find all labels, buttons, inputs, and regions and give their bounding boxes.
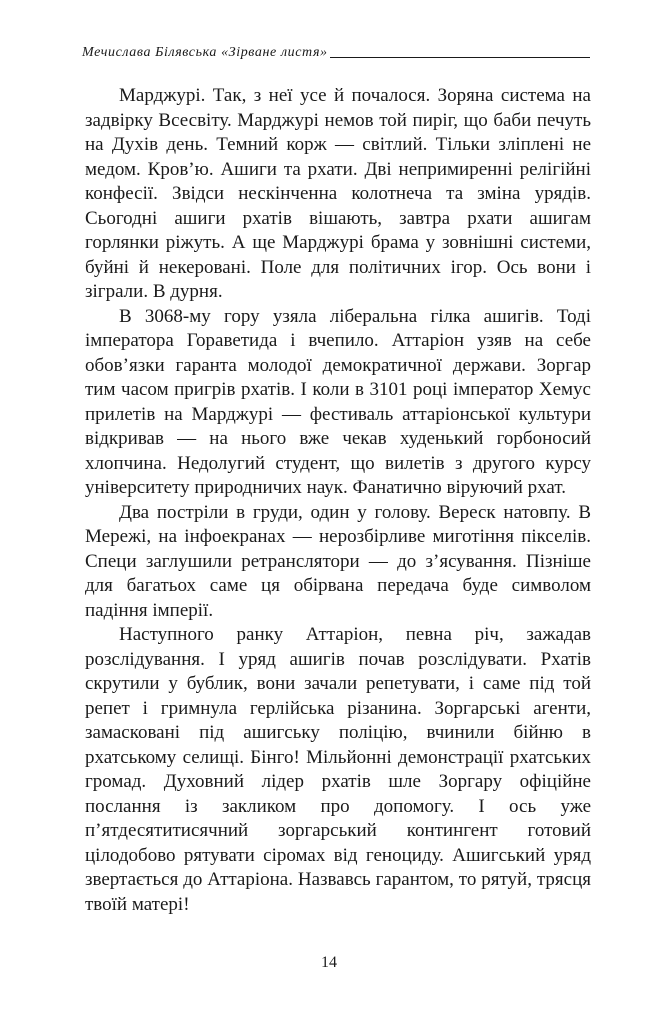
paragraph: В 3068-му гору узяла ліберальна гілка ашигів. Тоді імператора Гораветида і вчепило. Аттаріон узяв на себе обов’язки гаранта молодої демократичної держави. Зоргар тим часом пригрів рхатів. І коли в 3101 році імператор Хемус прилетів на Марджурі — фестиваль аттаріонської культури відкривав — на нього вже чекав худенький горбоносий хлопчина. Недолугий студент, що вилетів з другого курсу університету природничих наук. Фанатично віруючий рхат.	[85, 305, 591, 498]
running-head	[82, 44, 590, 62]
paragraph: Два постріли в груди, один у голову. Вереск натовпу. В Мережі, на інфоекранах — нерозбірливе миготіння пікселів. Специ заглушили ретранслятори — до з’ясування. Пізніше для багатьох саме ця обірвана передача буде символом падіння імперії.	[85, 501, 591, 621]
paragraph: Наступного ранку Аттаріон, певна річ, зажадав розслідування. І уряд ашигів почав розслідувати. Рхатів скрутили у бублик, вони зачали репетувати, і саме під той репет і гримнула герлійська різанина. Зоргарські агенти, замасковані під ашигську поліцію, вчинили бійню в рхатському селищі. Бінго! Мільйонні демонстрації рхатських громад. Духовний лідер рхатів шле Зоргару офіційне послання із закликом про допомогу. І ось уже п’ятдесятитисячний зоргарський контингент готовий цілодобово рятувати сіромах від геноциду. Ашигський уряд звертається до Аттаріона. Назвавсь гарантом, то рятуй, трясця твоїй матері!	[85, 624, 591, 915]
body-text	[85, 84, 591, 917]
page-number: 14	[321, 954, 337, 971]
header-rule	[330, 57, 590, 58]
paragraph: Марджурі. Так, з неї усе й почалося. Зоряна система на задвірку Всесвіту. Марджурі немов той пиріг, що баби печуть на Духів день. Темний корж — світлий. Тільки зліплені не медом. Кров’ю. Ашиги та рхати. Дві непримиренні релігійні конфесії. Звідси нескінченна колотнеча та зміна урядів. Сьогодні ашиги рхатів вішають, завтра рхати ашигам горлянки ріжуть. А ще Марджурі брама у зовнішні системи, буйні й некеровані. Поле для політичних ігор. Ось вони і зіграли. В дурня.	[85, 85, 591, 302]
running-title: Мечислава Білявська «Зірване листя»	[82, 45, 328, 60]
